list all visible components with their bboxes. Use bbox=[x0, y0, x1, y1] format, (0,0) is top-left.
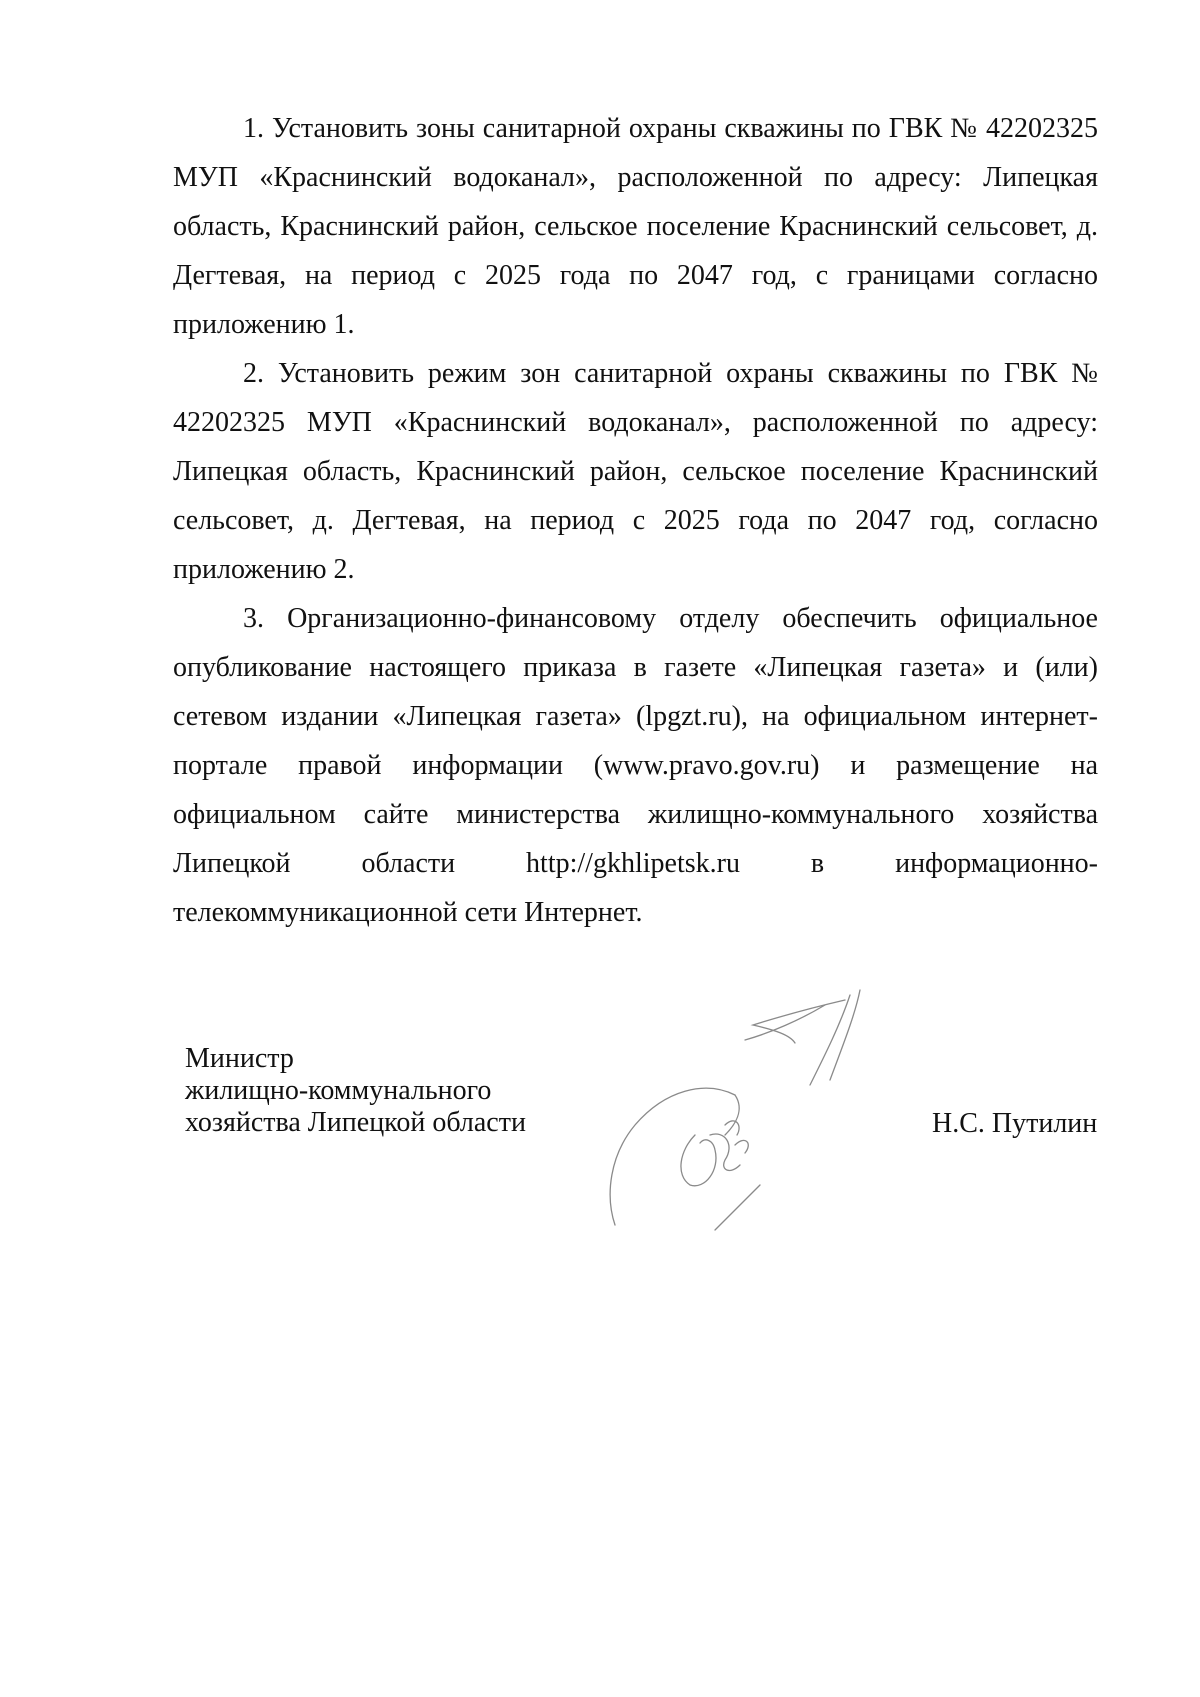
signatory-title-line-2: жилищно-коммунального bbox=[185, 1075, 492, 1106]
signatory-name: Н.С. Путилин bbox=[932, 1108, 1098, 1139]
order-body bbox=[173, 104, 1098, 937]
signatory-title-line-3: хозяйства Липецкой области bbox=[185, 1107, 526, 1138]
paragraph-2: 2. Установить режим зон санитарной охраны скважины по ГВК № 42202325 МУП «Краснинский водоканал», расположенной по адресу: Липецкая область, Краснинский район, сельское поселение Краснинский сельсовет, д. Дегтевая, на период с 2025 года по 2047 год, согласно приложению 2. bbox=[173, 358, 1098, 585]
signatory-title bbox=[185, 1043, 526, 1139]
paragraph-1: 1. Установить зоны санитарной охраны скважины по ГВК № 42202325 МУП «Краснинский водоканал», расположенной по адресу: Липецкая область, Краснинский район, сельское поселение Краснинский сельсовет, д. Дегтевая, на период с 2025 года по 2047 год, с границами согласно приложению 1. bbox=[173, 113, 1098, 340]
paragraph-3: 3. Организационно-финансовому отделу обеспечить официальное опубликование настоящего приказа в газете «Липецкая газета» и (или) сетевом издании «Липецкая газета» (lpgzt.ru), на официальном интернет-портале правой информации (www.pravo.gov.ru) и размещение на официальном сайте министерства жилищно-коммунального хозяйства Липецкой области http://gkhlipetsk.ru в информационно-телекоммуникационной сети Интернет. bbox=[173, 603, 1098, 928]
signatory-title-line-1: Министр bbox=[185, 1043, 294, 1074]
handwritten-signature bbox=[585, 985, 905, 1235]
